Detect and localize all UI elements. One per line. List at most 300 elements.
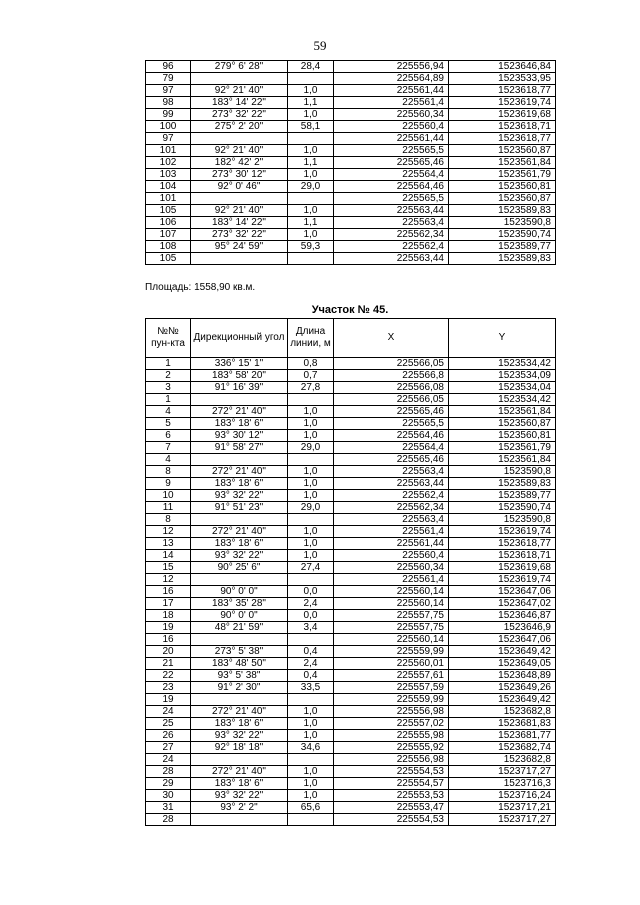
cell-y: 1523561,79 [449, 169, 556, 181]
cell-length: 1,0 [288, 418, 334, 430]
cell-length [288, 193, 334, 205]
cell-y: 1523649,42 [449, 694, 556, 706]
cell-point-number: 103 [146, 169, 191, 181]
cell-x: 225561,4 [334, 574, 449, 586]
cell-bearing [191, 454, 288, 466]
cell-length: 1,0 [288, 229, 334, 241]
cell-y: 1523682,8 [449, 754, 556, 766]
cell-bearing: 93° 32' 22" [191, 790, 288, 802]
cell-y: 1523649,26 [449, 682, 556, 694]
cell-point-number: 16 [146, 634, 191, 646]
header-point-number: №№ пун-кта [146, 319, 191, 358]
cell-bearing [191, 133, 288, 145]
header-x: X [334, 319, 449, 358]
cell-point-number: 1 [146, 394, 191, 406]
cell-x: 225553,53 [334, 790, 449, 802]
cell-bearing: 272° 21' 40" [191, 706, 288, 718]
cell-x: 225565,46 [334, 157, 449, 169]
cell-length: 59,3 [288, 241, 334, 253]
cell-length: 34,6 [288, 742, 334, 754]
cell-point-number: 19 [146, 622, 191, 634]
cell-bearing: 183° 18' 6" [191, 538, 288, 550]
cell-length: 1,0 [288, 490, 334, 502]
cell-bearing [191, 394, 288, 406]
table-row [146, 61, 556, 73]
cell-x: 225566,05 [334, 358, 449, 370]
cell-point-number: 8 [146, 514, 191, 526]
cell-bearing: 275° 2' 20" [191, 121, 288, 133]
cell-y: 1523590,74 [449, 502, 556, 514]
cell-bearing: 93° 30' 12" [191, 430, 288, 442]
cell-point-number: 27 [146, 742, 191, 754]
cell-point-number: 13 [146, 538, 191, 550]
coordinates-table-continued [145, 60, 556, 265]
cell-y: 1523560,81 [449, 181, 556, 193]
table-row [146, 121, 556, 133]
cell-point-number: 8 [146, 466, 191, 478]
cell-length: 1,0 [288, 550, 334, 562]
cell-y: 1523618,71 [449, 121, 556, 133]
cell-length: 1,0 [288, 169, 334, 181]
cell-length: 0,4 [288, 646, 334, 658]
cell-y: 1523681,77 [449, 730, 556, 742]
cell-y: 1523589,77 [449, 490, 556, 502]
cell-length: 0,0 [288, 610, 334, 622]
cell-point-number: 1 [146, 358, 191, 370]
cell-point-number: 79 [146, 73, 191, 85]
table-header-row [146, 319, 556, 358]
cell-length: 1,0 [288, 145, 334, 157]
cell-point-number: 100 [146, 121, 191, 133]
cell-x: 225564,89 [334, 73, 449, 85]
cell-x: 225560,14 [334, 598, 449, 610]
cell-bearing: 183° 18' 6" [191, 778, 288, 790]
cell-x: 225555,98 [334, 730, 449, 742]
table-row [146, 478, 556, 490]
table-row [146, 766, 556, 778]
table-row [146, 229, 556, 241]
cell-length [288, 754, 334, 766]
cell-length: 28,4 [288, 61, 334, 73]
cell-bearing: 92° 18' 18" [191, 742, 288, 754]
cell-bearing: 92° 21' 40" [191, 205, 288, 217]
cell-length: 58,1 [288, 121, 334, 133]
cell-y: 1523589,77 [449, 241, 556, 253]
cell-x: 225565,5 [334, 145, 449, 157]
table-row [146, 358, 556, 370]
cell-bearing: 91° 2' 30" [191, 682, 288, 694]
cell-x: 225566,8 [334, 370, 449, 382]
cell-x: 225566,05 [334, 394, 449, 406]
cell-length [288, 574, 334, 586]
cell-x: 225556,98 [334, 706, 449, 718]
cell-x: 225562,34 [334, 502, 449, 514]
cell-bearing: 273° 32' 22" [191, 109, 288, 121]
area-text: Площадь: 1558,90 кв.м. [145, 282, 256, 293]
table-row [146, 550, 556, 562]
table-row [146, 382, 556, 394]
cell-length: 27,8 [288, 382, 334, 394]
cell-length [288, 454, 334, 466]
cell-point-number: 21 [146, 658, 191, 670]
cell-x: 225560,14 [334, 634, 449, 646]
cell-y: 1523647,06 [449, 586, 556, 598]
cell-x: 225560,34 [334, 562, 449, 574]
cell-x: 225557,75 [334, 622, 449, 634]
table-row [146, 454, 556, 466]
cell-bearing [191, 574, 288, 586]
cell-bearing: 90° 0' 0" [191, 610, 288, 622]
table-row [146, 418, 556, 430]
cell-point-number: 30 [146, 790, 191, 802]
cell-point-number: 11 [146, 502, 191, 514]
cell-length: 1,0 [288, 526, 334, 538]
cell-bearing: 273° 5' 38" [191, 646, 288, 658]
cell-bearing: 91° 16' 39" [191, 382, 288, 394]
cell-y: 1523681,83 [449, 718, 556, 730]
cell-point-number: 107 [146, 229, 191, 241]
table-row [146, 790, 556, 802]
table-row [146, 394, 556, 406]
cell-point-number: 23 [146, 682, 191, 694]
plot-45-coordinates-table [145, 318, 556, 826]
table-row [146, 706, 556, 718]
table-row [146, 658, 556, 670]
cell-y: 1523619,74 [449, 574, 556, 586]
table-row [146, 586, 556, 598]
cell-length [288, 73, 334, 85]
cell-point-number: 4 [146, 406, 191, 418]
cell-length [288, 814, 334, 826]
cell-x: 225559,99 [334, 646, 449, 658]
cell-x: 225563,44 [334, 205, 449, 217]
cell-x: 225560,4 [334, 121, 449, 133]
cell-point-number: 106 [146, 217, 191, 229]
cell-bearing: 92° 21' 40" [191, 145, 288, 157]
cell-point-number: 15 [146, 562, 191, 574]
table-row [146, 646, 556, 658]
cell-point-number: 7 [146, 442, 191, 454]
table-row [146, 217, 556, 229]
cell-bearing [191, 253, 288, 265]
cell-length: 33,5 [288, 682, 334, 694]
cell-point-number: 99 [146, 109, 191, 121]
cell-bearing: 93° 32' 22" [191, 490, 288, 502]
cell-point-number: 22 [146, 670, 191, 682]
cell-x: 225560,4 [334, 550, 449, 562]
cell-point-number: 12 [146, 574, 191, 586]
cell-y: 1523533,95 [449, 73, 556, 85]
cell-bearing [191, 193, 288, 205]
table-body [146, 358, 556, 826]
cell-y: 1523561,84 [449, 406, 556, 418]
cell-length: 1,1 [288, 217, 334, 229]
cell-point-number: 97 [146, 133, 191, 145]
cell-bearing: 92° 0' 46" [191, 181, 288, 193]
cell-x: 225561,4 [334, 526, 449, 538]
cell-y: 1523534,09 [449, 370, 556, 382]
cell-bearing: 272° 21' 40" [191, 526, 288, 538]
cell-y: 1523649,42 [449, 646, 556, 658]
cell-y: 1523561,79 [449, 442, 556, 454]
table-row [146, 598, 556, 610]
cell-length: 1,0 [288, 205, 334, 217]
cell-y: 1523646,84 [449, 61, 556, 73]
cell-bearing [191, 754, 288, 766]
table-row [146, 514, 556, 526]
cell-y: 1523589,83 [449, 253, 556, 265]
cell-bearing [191, 73, 288, 85]
section-title: Участок № 45. [311, 304, 389, 316]
cell-point-number: 18 [146, 610, 191, 622]
cell-bearing: 48° 21' 59" [191, 622, 288, 634]
cell-x: 225565,5 [334, 193, 449, 205]
cell-x: 225557,02 [334, 718, 449, 730]
cell-bearing: 93° 5' 38" [191, 670, 288, 682]
cell-bearing: 272° 21' 40" [191, 406, 288, 418]
table-row [146, 802, 556, 814]
cell-bearing: 183° 14' 22" [191, 217, 288, 229]
cell-point-number: 5 [146, 418, 191, 430]
cell-bearing: 273° 30' 12" [191, 169, 288, 181]
cell-length: 1,0 [288, 790, 334, 802]
cell-point-number: 10 [146, 490, 191, 502]
table-row [146, 718, 556, 730]
cell-x: 225560,34 [334, 109, 449, 121]
cell-bearing: 92° 21' 40" [191, 85, 288, 97]
table-row [146, 169, 556, 181]
cell-x: 225564,46 [334, 181, 449, 193]
cell-point-number: 97 [146, 85, 191, 97]
cell-y: 1523618,77 [449, 538, 556, 550]
cell-y: 1523590,74 [449, 229, 556, 241]
cell-y: 1523590,8 [449, 466, 556, 478]
cell-x: 225565,46 [334, 406, 449, 418]
cell-y: 1523647,06 [449, 634, 556, 646]
cell-y: 1523589,83 [449, 478, 556, 490]
cell-bearing [191, 514, 288, 526]
table-row [146, 406, 556, 418]
cell-y: 1523717,27 [449, 814, 556, 826]
cell-length: 27,4 [288, 562, 334, 574]
cell-x: 225563,44 [334, 478, 449, 490]
cell-y: 1523716,24 [449, 790, 556, 802]
cell-x: 225564,46 [334, 430, 449, 442]
cell-point-number: 24 [146, 754, 191, 766]
table-row [146, 145, 556, 157]
cell-length: 3,4 [288, 622, 334, 634]
cell-length [288, 394, 334, 406]
cell-y: 1523619,68 [449, 562, 556, 574]
cell-y: 1523682,74 [449, 742, 556, 754]
cell-x: 225556,98 [334, 754, 449, 766]
cell-y: 1523717,21 [449, 802, 556, 814]
cell-y: 1523618,71 [449, 550, 556, 562]
cell-x: 225560,01 [334, 658, 449, 670]
cell-y: 1523560,81 [449, 430, 556, 442]
table-row [146, 814, 556, 826]
cell-y: 1523560,87 [449, 418, 556, 430]
cell-point-number: 28 [146, 814, 191, 826]
cell-length: 1,0 [288, 466, 334, 478]
table-row [146, 442, 556, 454]
cell-point-number: 3 [146, 382, 191, 394]
cell-length: 0,7 [288, 370, 334, 382]
cell-bearing: 183° 14' 22" [191, 97, 288, 109]
table-row [146, 634, 556, 646]
cell-y: 1523619,74 [449, 97, 556, 109]
cell-y: 1523534,42 [449, 394, 556, 406]
table-row [146, 157, 556, 169]
header-bearing: Дирекционный угол [191, 319, 288, 358]
cell-point-number: 16 [146, 586, 191, 598]
cell-y: 1523590,8 [449, 217, 556, 229]
cell-x: 225562,34 [334, 229, 449, 241]
cell-y: 1523560,87 [449, 145, 556, 157]
cell-length: 1,0 [288, 730, 334, 742]
cell-point-number: 20 [146, 646, 191, 658]
cell-length: 1,1 [288, 97, 334, 109]
table-row [146, 430, 556, 442]
cell-bearing: 272° 21' 40" [191, 466, 288, 478]
cell-length: 1,0 [288, 538, 334, 550]
cell-x: 225553,47 [334, 802, 449, 814]
cell-length: 0,8 [288, 358, 334, 370]
cell-x: 225561,44 [334, 85, 449, 97]
cell-y: 1523534,42 [449, 358, 556, 370]
cell-y: 1523682,8 [449, 706, 556, 718]
cell-point-number: 108 [146, 241, 191, 253]
cell-y: 1523590,8 [449, 514, 556, 526]
cell-point-number: 29 [146, 778, 191, 790]
cell-x: 225561,44 [334, 133, 449, 145]
cell-bearing: 93° 32' 22" [191, 550, 288, 562]
cell-point-number: 2 [146, 370, 191, 382]
cell-length: 29,0 [288, 442, 334, 454]
cell-length [288, 694, 334, 706]
cell-y: 1523646,9 [449, 622, 556, 634]
cell-x: 225561,44 [334, 538, 449, 550]
table-row [146, 253, 556, 265]
table-row [146, 133, 556, 145]
cell-x: 225555,92 [334, 742, 449, 754]
cell-point-number: 105 [146, 253, 191, 265]
cell-point-number: 4 [146, 454, 191, 466]
cell-bearing: 91° 51' 23" [191, 502, 288, 514]
table-row [146, 754, 556, 766]
cell-point-number: 101 [146, 145, 191, 157]
table-row [146, 730, 556, 742]
cell-point-number: 105 [146, 205, 191, 217]
cell-bearing: 279° 6' 28" [191, 61, 288, 73]
cell-point-number: 6 [146, 430, 191, 442]
cell-length: 1,0 [288, 85, 334, 97]
cell-bearing: 183° 18' 6" [191, 718, 288, 730]
table-row [146, 622, 556, 634]
cell-y: 1523647,02 [449, 598, 556, 610]
cell-x: 225562,4 [334, 490, 449, 502]
table-row [146, 574, 556, 586]
cell-point-number: 104 [146, 181, 191, 193]
table-row [146, 97, 556, 109]
cell-y: 1523561,84 [449, 454, 556, 466]
cell-y: 1523560,87 [449, 193, 556, 205]
page-number: 59 [313, 38, 327, 53]
cell-point-number: 19 [146, 694, 191, 706]
cell-length: 1,0 [288, 778, 334, 790]
cell-x: 225561,4 [334, 97, 449, 109]
cell-x: 225559,99 [334, 694, 449, 706]
cell-y: 1523561,84 [449, 157, 556, 169]
cell-bearing: 183° 58' 20" [191, 370, 288, 382]
cell-x: 225563,44 [334, 253, 449, 265]
cell-bearing: 91° 58' 27" [191, 442, 288, 454]
table-row [146, 610, 556, 622]
table-row [146, 241, 556, 253]
table-row [146, 109, 556, 121]
cell-bearing: 182° 42' 2" [191, 157, 288, 169]
cell-length: 2,4 [288, 598, 334, 610]
cell-point-number: 28 [146, 766, 191, 778]
cell-point-number: 26 [146, 730, 191, 742]
cell-point-number: 98 [146, 97, 191, 109]
table-row [146, 502, 556, 514]
table-row [146, 526, 556, 538]
cell-x: 225554,53 [334, 814, 449, 826]
cell-bearing: 93° 32' 22" [191, 730, 288, 742]
table-row [146, 538, 556, 550]
cell-bearing [191, 694, 288, 706]
table-row [146, 85, 556, 97]
cell-bearing [191, 634, 288, 646]
cell-x: 225557,59 [334, 682, 449, 694]
cell-point-number: 24 [146, 706, 191, 718]
table-row [146, 466, 556, 478]
cell-x: 225564,4 [334, 169, 449, 181]
cell-bearing: 93° 2' 2" [191, 802, 288, 814]
cell-x: 225563,4 [334, 514, 449, 526]
cell-y: 1523646,87 [449, 610, 556, 622]
cell-x: 225565,5 [334, 418, 449, 430]
cell-bearing: 90° 0' 0" [191, 586, 288, 598]
cell-point-number: 12 [146, 526, 191, 538]
cell-y: 1523589,83 [449, 205, 556, 217]
cell-x: 225556,94 [334, 61, 449, 73]
cell-length: 1,0 [288, 766, 334, 778]
cell-length: 1,0 [288, 706, 334, 718]
table-row [146, 670, 556, 682]
cell-y: 1523619,68 [449, 109, 556, 121]
cell-x: 225554,57 [334, 778, 449, 790]
cell-point-number: 9 [146, 478, 191, 490]
cell-y: 1523619,74 [449, 526, 556, 538]
cell-y: 1523649,05 [449, 658, 556, 670]
cell-bearing: 183° 18' 6" [191, 478, 288, 490]
cell-y: 1523648,89 [449, 670, 556, 682]
cell-y: 1523717,27 [449, 766, 556, 778]
cell-y: 1523716,3 [449, 778, 556, 790]
cell-point-number: 31 [146, 802, 191, 814]
cell-length: 1,0 [288, 430, 334, 442]
cell-bearing: 183° 35' 28" [191, 598, 288, 610]
header-length: Длина линии, м [288, 319, 334, 358]
cell-length: 1,0 [288, 109, 334, 121]
header-y: Y [449, 319, 556, 358]
cell-length: 1,1 [288, 157, 334, 169]
cell-length [288, 514, 334, 526]
cell-bearing: 336° 15' 1" [191, 358, 288, 370]
cell-x: 225564,4 [334, 442, 449, 454]
